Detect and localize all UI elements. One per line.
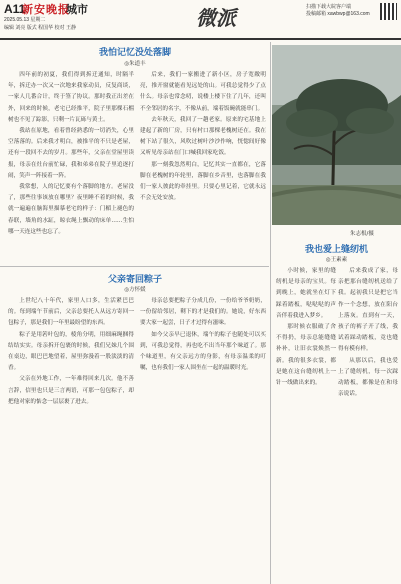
tree-photo-illustration xyxy=(272,45,401,225)
article2-title: 父亲寄回粽子 xyxy=(107,275,162,285)
download-tip: 扫描下载大皖客户端 xyxy=(306,4,352,10)
paragraph: 我常想，人的记忆要有个落脚的地方。老屋没了，那些往事该放在哪里？夜里睡不着的时候，我就一遍遍在脑海里描摹老宅的样子：门楣上褪色的春联，墙角的水缸，晾衣绳上飘动的床单……生怕哪一天连这些也忘了。 xyxy=(8,184,134,235)
column-brand: 微派 xyxy=(196,6,236,30)
article1-title: 我怕记忆没处落脚 xyxy=(98,48,171,58)
paragraph: 那时候衣服破了舍不得扔，母亲总能缝缝补补，让旧衣裳焕然一新。我的很多衣裳，都是她在这台缝纫机上一针一线做出来的。 xyxy=(276,324,336,387)
article2-right-column xyxy=(140,296,266,582)
paragraph: 父亲在外地工作，一年难得回来几次。他不善言辞，信里也只是三言两语，可那一包包粽子，却把他对家的惦念一层层裹了进去。 xyxy=(8,376,134,405)
page-number: A11 xyxy=(4,2,26,16)
paragraph: 小时候，家里的缝纫机是母亲的宝贝。每到晚上，她就坐在灯下踩着踏板，哒哒哒的声音伴着我进入梦乡。 xyxy=(276,268,336,319)
article1-author: ◎朱道丰 xyxy=(124,61,146,67)
article2-author: ◎方怀媛 xyxy=(124,287,146,293)
paragraph: 如今父亲早已退休，端午的粽子也随处可以买到，可我总觉得，再也吃不出当年那个味道了。那个味道里，有父亲远方的身影，有母亲温柔的叮嘱，也有我们一家人围坐在一起的温暖时光。 xyxy=(140,331,266,372)
paragraph: 粽子是用箬叶包的，棱角分明，用细麻绳捆得结结实实。母亲拆开包裹的时候，我们兄妹几个围在桌边，眼巴巴地望着，屋里弥漫着一股淡淡的清香。 xyxy=(8,331,134,372)
header-rule xyxy=(0,38,401,40)
photo-caption: 朱志根/摄 xyxy=(350,231,374,237)
article1-right-column xyxy=(140,70,266,266)
qr-code-icon[interactable] xyxy=(380,3,397,20)
article-divider xyxy=(0,266,269,267)
article3-right-column xyxy=(338,266,398,582)
paragraph: 去年秋天，我回了一趟老家。原来的宅基地上建起了新的厂房，只有村口那棵老槐树还在。我在树下站了很久，风吹过树叶沙沙作响，恍惚间好像又听见母亲站在门口喊我回家吃饭。 xyxy=(140,116,266,157)
section-name: 城市 xyxy=(66,3,88,16)
article3-title: 我也爱上缝纫机 xyxy=(304,245,368,255)
paragraph: 四年前的初夏，我们得到拆迁通知，时隔半年，拆迁办一次又一次地来我家动员，反复商谈，一家人几番合计，终于签了协议。那时我正出差在外，回来的时候，老宅已经推平，院子里那棵石榴树也不见了踪影，只剩一片瓦砾与黄土。 xyxy=(8,72,134,123)
landscape-photo xyxy=(272,45,401,225)
article1-left-column xyxy=(8,70,134,266)
paragraph: 后来我成了家，母亲把那台缝纫机送给了我。起初我只是把它当作一个念想，放在阳台上落灰。直到有一天，孩子的裤子开了线，我试着踩动踏板，竟也缝得有模有样。 xyxy=(338,268,398,353)
article3-author: ◎王素素 xyxy=(325,257,348,263)
paragraph: 母亲总要把粽子分成几份，一份给爷爷奶奶，一份留给邻居，剩下的才是我们的。她说，好东西要大家一起尝，日子才过得有滋味。 xyxy=(140,298,266,327)
newspaper-name: 新安晚报 xyxy=(22,3,70,16)
paragraph: 那一刻我忽然明白，记忆其实一直都在，它落脚在老槐树的年轮里，落脚在乡音里，也落脚在我们一家人彼此的牵挂里。只要心里记着，它就永远不会无处安放。 xyxy=(140,161,266,202)
editor-credits: 编辑 刘亮 版式 程国华 校对 王静 xyxy=(4,25,76,31)
column-divider xyxy=(270,42,271,584)
article3-left-column xyxy=(276,266,336,582)
page-header xyxy=(0,0,401,40)
paragraph: 后来，我们一家搬进了新小区，房子宽敞明亮，推开窗就能看见远处的山。可我总觉得少了点什么。母亲也常念叨，说楼上楼下住了几年，还叫不全邻居的名字，不像从前，端着饭碗就能串门。 xyxy=(140,72,266,112)
submission-email: 投稿邮箱 xawbwp@163.com xyxy=(306,11,370,17)
issue-date: 2025.05.13 星期二 xyxy=(4,17,46,23)
paragraph: 上世纪八十年代，家里人口多，生活紧巴巴的。每到端午节前后，父亲总要托人从远方寄回一包粽子，那是我们一年里最盼望的东西。 xyxy=(8,298,134,327)
paragraph: 从那以后，我也爱上了缝纫机，每一次踩动踏板，都像是在和母亲说话。 xyxy=(338,357,398,398)
contact-info xyxy=(306,4,380,18)
article2-left-column xyxy=(8,296,134,582)
paragraph: 我站在原地，看着曾经熟悉的一切消失，心里空落落的。后来我才明白，被推平的不只是老屋，还有一段回不去的岁月。那些年，父亲在堂屋里读报，母亲在灶台前忙碌，我和弟弟在院子里追逐打闹，笑声一阵接着一阵。 xyxy=(8,128,134,179)
